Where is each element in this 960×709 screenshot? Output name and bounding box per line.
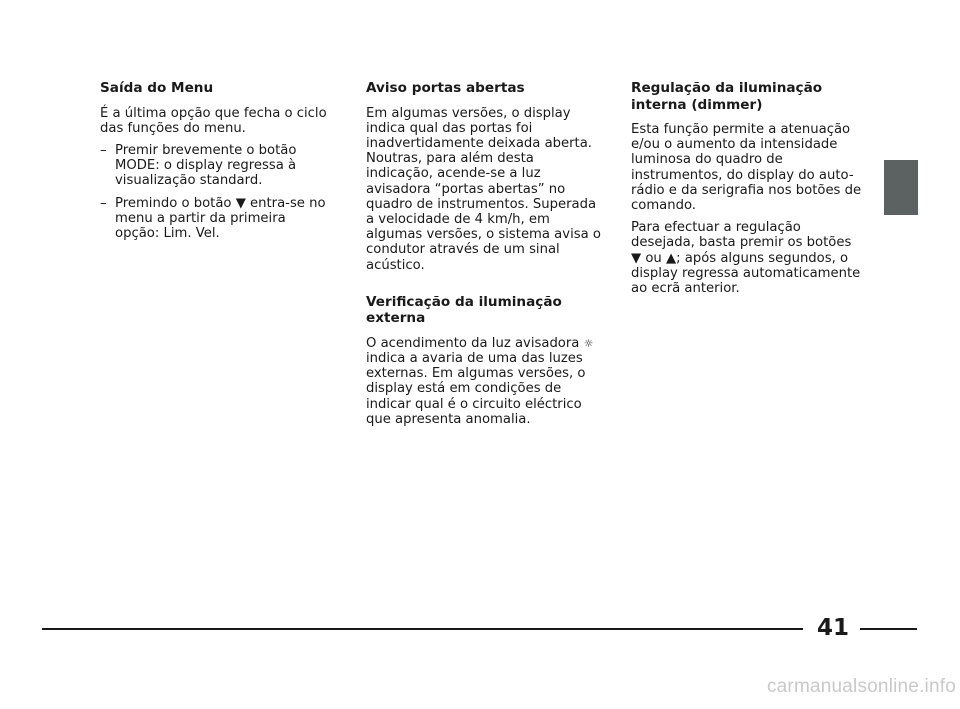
- paragraph-text-end: ; após alguns segundos, o display regressa automaticamente ao ecrã anterior.: [631, 250, 861, 297]
- paragraph-text-start: Para efectuar a regulação desejada, basta premir os botões: [631, 220, 852, 251]
- paragraph-regulacao: [631, 220, 863, 296]
- dash-bullet: –: [100, 142, 107, 158]
- paragraph-text-end: indica a avaria de uma das luzes externas. Em algumas versões, o display está em condições de indicar qual é o circuito eléctrico que apresenta anomalia.: [366, 350, 586, 427]
- column-right: [631, 80, 863, 303]
- paragraph-iluminacao: [366, 336, 604, 427]
- heading-regulacao-iluminacao: Regulação da iluminação interna (dimmer): [631, 80, 823, 113]
- down-arrow-icon: ▼: [235, 195, 246, 211]
- footer-rule-left: [42, 628, 803, 630]
- column-middle: [366, 80, 604, 434]
- heading-saida-do-menu: Saída do Menu: [100, 80, 214, 96]
- list-item: [100, 196, 332, 242]
- down-arrow-icon: ▼: [631, 250, 642, 266]
- list-item-text-end: entra-se no menu a partir da primeira opção: Lim. Vel.: [115, 195, 326, 241]
- paragraph-dimmer: Esta função permite a atenuação e/ou o aumento da intensidade luminosa do quadro de instrumentos, do display do auto-rádio e da serigrafia nos botões de comando.: [631, 122, 862, 214]
- page-number: 41: [816, 615, 849, 641]
- dash-bullet: –: [100, 195, 107, 211]
- spacer: [366, 280, 604, 294]
- paragraph-text-start: O acendimento da luz avisadora: [366, 335, 584, 351]
- footer-rule-right: [860, 628, 917, 630]
- column-left: [100, 80, 332, 248]
- list-item-text: Premir brevemente o botão MODE: o display regressa à visualização standard.: [115, 142, 297, 189]
- paragraph-portas: Em algumas versões, o display indica qual das portas foi inadvertidamente deixada aberta. Noutras, para além desta indicação, acende-se a luz avisadora “portas abertas” no quadro de instrumentos. Superada a velocidade de 4 km/h, em algumas versões, o sistema avisa o condutor através de um sinal acústico.: [366, 105, 601, 273]
- list-item: [100, 143, 332, 189]
- list-item-text-start: Premindo o botão: [115, 195, 236, 211]
- paragraph-text-mid: ou: [641, 250, 666, 266]
- heading-aviso-portas-abertas: Aviso portas abertas: [366, 80, 525, 96]
- section-tab: [884, 160, 918, 215]
- heading-verificacao-iluminacao: Verificação da iluminação externa: [366, 293, 562, 327]
- warning-light-icon: ☼: [583, 336, 594, 350]
- paragraph-intro: É a última opção que fecha o ciclo das funções do menu.: [100, 105, 327, 136]
- up-arrow-icon: ▲: [665, 250, 677, 266]
- watermark: carmanualsonline.info: [766, 676, 956, 697]
